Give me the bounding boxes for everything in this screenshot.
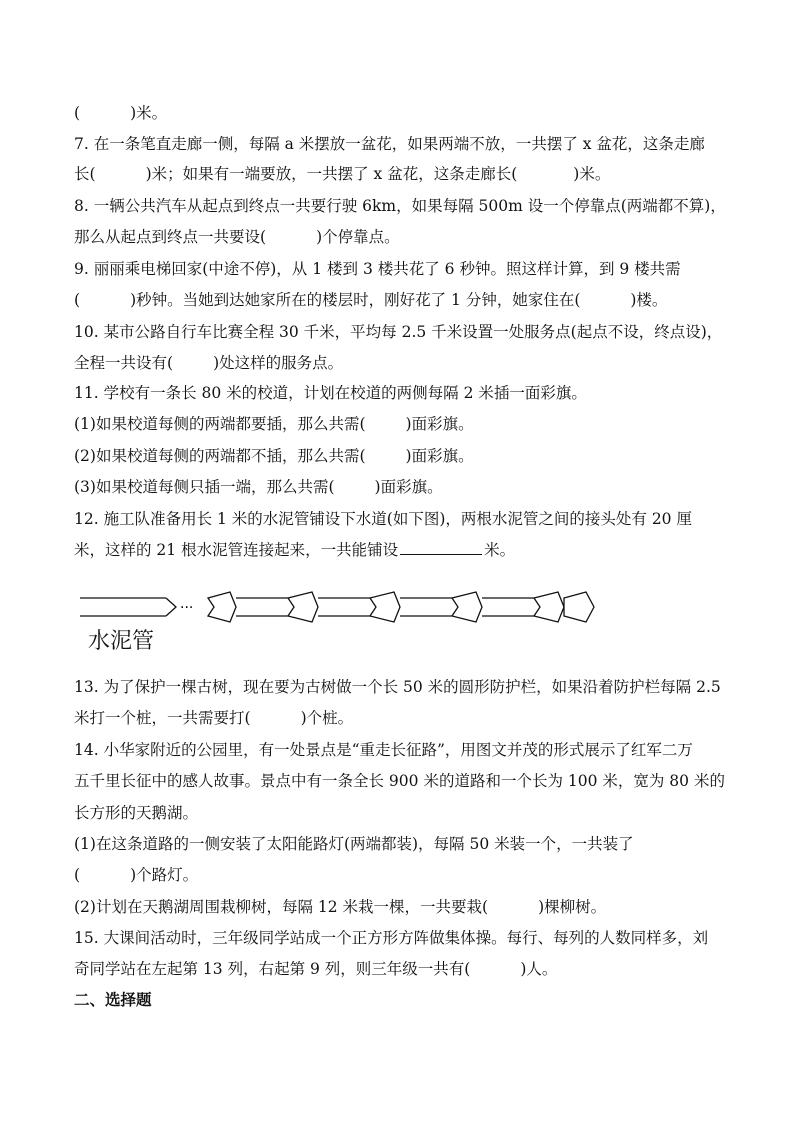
question-7: 7. 在一条笔直走廊一侧，每隔 a 米摆放一盆花，如果两端不放，一共摆了 x 盆花，这条走廊 [74,135,705,153]
text-segment: (1)如果校道每侧的两端都要插，那么共需( [74,415,366,433]
question-11-part-2 [74,446,734,466]
question-13-blank [74,708,734,728]
question-14-part-1-blank [74,865,734,885]
text-segment: )处这样的服务点。 [213,354,344,372]
question-8: 8. 一辆公共汽车从起点到终点一共要行驶 6km，如果每隔 500m 设一个停靠点(两端都不算)， [74,197,726,215]
pipe-figure [74,570,614,670]
question-13: 13. 为了保护一棵古树，现在要为古树做一个长 50 米的圆形防护栏，如果沿着防护栏每隔 2.5 [74,678,721,696]
question-7-blanks [74,164,734,184]
text-segment: (2)计划在天鹅湖周围栽柳树，每隔 12 米栽一棵，一共要栽( [74,898,489,916]
text-segment: ( [74,291,81,309]
question-10: 10. 某市公路自行车比赛全程 30 千米，平均每 2.5 千米设置一处服务点(起点不设，终点设)， [74,323,723,341]
text-segment: )人。 [520,960,558,978]
question-14-part-1: (1)在这条道路的一侧安装了太阳能路灯(两端都装)，每隔 50 米装一个，一共装了 [74,835,634,853]
text-segment: 全程一共设有( [74,354,174,372]
pipe-diagram [74,570,614,670]
text-segment: ( [74,104,81,122]
question-12: 12. 施工队准备用长 1 米的水泥管铺设下水道(如下图)，两根水泥管之间的接头处有 20 厘 [74,510,692,528]
question-14: 14. 小华家附近的公园里，有一处景点是“重走长征路”，用图文并茂的形式展示了红军二万 [74,741,693,759]
text-segment: )米。 [130,104,168,122]
text-segment: )棵柳树。 [538,898,607,916]
figure-caption: 水泥管 [88,629,155,654]
question-15-blank [74,959,734,979]
text-segment: )个路灯。 [130,866,199,884]
question-8-blank [74,227,734,247]
text-segment: 米，这样的 21 根水泥管连接起来，一共能铺设 [74,541,399,559]
text-segment: 那么从起点到终点一共要设( [74,228,267,246]
text-segment: )米。 [573,165,611,183]
text-segment: 奇同学站在左起第 13 列，右起第 9 列，则三年级一共有( [74,960,471,978]
text-segment: )面彩旗。 [374,478,443,496]
text-segment: )个停靠点。 [316,228,400,246]
answer-line-6 [74,103,734,123]
question-10-blank [74,353,734,373]
question-14-part-2 [74,897,734,917]
text-segment: )个桩。 [300,709,354,727]
question-11-part-3 [74,477,734,497]
pipe-ellipsis: ··· [180,600,194,616]
question-15: 15. 大课间活动时，三年级同学站成一个正方形方阵做集体操。每行、每列的人数同样多，刘 [74,929,709,947]
text-segment: 长( [74,165,96,183]
question-11-part-1 [74,414,734,434]
text-segment: )米；如果有一端要放，一共摆了 x 盆花，这条走廊长( [145,165,518,183]
question-9: 9. 丽丽乘电梯回家(中途不停)，从 1 楼到 3 楼共花了 6 秒钟。照这样计算，到 9 楼共需 [74,260,681,278]
text-segment: (3)如果校道每侧只插一端，那么共需( [74,478,335,496]
text-segment: (2)如果校道每侧的两端都不插，那么共需( [74,447,366,465]
text-segment: 米。 [484,541,516,559]
question-14-line-3: 长方形的天鹅湖。 [74,804,199,822]
answer-underline[interactable] [400,540,482,555]
text-segment: )面彩旗。 [405,447,474,465]
question-9-blanks [74,290,734,310]
section-title: 二、选择题 [74,991,152,1009]
text-segment: )面彩旗。 [405,415,474,433]
text-segment: )秒钟。当她到达她家所在的楼层时，刚好花了 1 分钟，她家住在( [130,291,581,309]
question-14-line-2: 五千里长征中的感人故事。景点中有一条全长 900 米的道路和一个长为 100 米，宽为 80 米的 [74,772,725,790]
question-12-blank [74,540,734,560]
text-segment: ( [74,866,81,884]
question-11: 11. 学校有一条长 80 米的校道，计划在校道的两侧每隔 2 米插一面彩旗。 [74,384,587,402]
text-segment: 米打一个桩，一共需要打( [74,709,251,727]
text-segment: )楼。 [630,291,668,309]
